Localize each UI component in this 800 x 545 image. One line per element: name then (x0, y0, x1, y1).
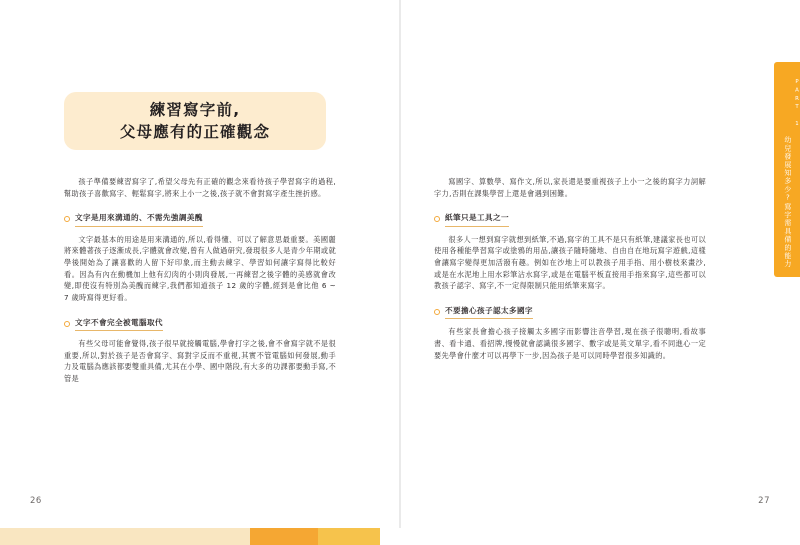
left-text-column (64, 176, 336, 393)
bottom-bar-segment-cream (0, 528, 250, 545)
page-number-left: 26 (30, 496, 42, 506)
chapter-title-line-1: 練習寫字前, (149, 100, 241, 119)
right-text-column (434, 176, 706, 370)
right-section-heading-1 (434, 212, 706, 226)
left-section-2-paragraph-1: 有些父母可能會覺得,孩子很早就接觸電腦,學會打字之後,會不會寫字就不是很重要,所以,對於孩子是否會寫字、寫對字反而不重視,其實不管電腦如何發展,動手力及電腦為應該都要雙重具備,尤其在小學、國中階段,有大多的功課都要動手寫,不管是 (64, 338, 336, 383)
left-section-heading-1 (64, 212, 336, 226)
bottom-bar-segment-orange (250, 528, 318, 545)
right-page (400, 0, 800, 528)
side-tab-title: 幼兒發展知多少?寫字需具備的能力 (783, 136, 792, 269)
ring-bullet-icon (64, 216, 70, 222)
right-section-heading-2 (434, 305, 706, 319)
left-section-heading-1-label: 文字是用來溝通的、不需先強調美醜 (75, 212, 203, 226)
ring-bullet-icon (64, 321, 70, 327)
ring-bullet-icon (434, 309, 440, 315)
right-section-heading-2-label: 不要擔心孩子認太多國字 (445, 305, 533, 319)
right-section-heading-1-label: 紙筆只是工具之一 (445, 212, 509, 226)
right-intro-paragraph: 寫國字、算數學、寫作文,所以,家長還是要重視孩子上小一之後的寫字力詞解字力,否則在課集學習上還是會遇到困難。 (434, 177, 706, 198)
chapter-title-box (64, 92, 326, 150)
right-section-1-paragraph-1: 很多人一想到寫字就想到紙筆,不過,寫字的工具不是只有紙筆,建議家長也可以使用各種能學習寫字或塗鴉的用品,讓孩子隨時隨地、自由自在地玩寫字遊戲,這樣會讓寫字變得更加活潑有趣。例如在沙地上可以教孩子用手指、用小樹枝來畫沙,或是在水泥地上用水彩筆沾水寫字,或是在電腦平板直接用手指來寫字,這些都可以教孩子認字、寫字,不一定得限制只能用紙筆來寫字。 (434, 234, 706, 291)
bottom-decorative-bar (0, 528, 800, 545)
page-number-right: 27 (758, 496, 770, 506)
chapter-title-line-2: 父母應有的正確觀念 (119, 123, 271, 141)
right-section-2-paragraph-1: 有些家長會擔心孩子接觸太多國字而影響注音學習,現在孩子很聰明,看故事書、看卡通、看招牌,慢慢就會認識很多國字、數字或是英文單字,看不同進心一定要先學會什麼才可以再學下一步,因為孩子是可以同時學習很多知識的。 (434, 327, 706, 360)
part-side-tab (774, 62, 800, 277)
left-page (0, 0, 400, 528)
bottom-bar-segment-gold (318, 528, 380, 545)
left-section-heading-2 (64, 317, 336, 331)
ring-bullet-icon (434, 216, 440, 222)
part-tag-label: PART 1 (794, 78, 800, 130)
left-intro-paragraph: 孩子準備要練習寫字了,希望父母先有正確的觀念來看待孩子學習寫字的過程,幫助孩子喜歡寫字、輕鬆寫字,將來上小一之後,孩子就不會對寫字產生挫折感。 (64, 177, 336, 198)
bottom-bar-segment-white (380, 528, 800, 545)
left-section-heading-2-label: 文字不會完全被電腦取代 (75, 317, 163, 331)
left-section-1-paragraph-1: 文字最基本的用途是用來溝通的,所以,看得懂、可以了解意思最重要。美國麗將來體著孩子逐漸成長,字體就會改變,曾有人做過研究,發現很多人是青少年期或就學後開始為了讓喜歡的人留下好印象,而主動去練字、學習如何讓字寫得比較好看。因為有內在動機加上他有幻肉的小則肉發展,一再練習之後字體的美感就會改變,即使沒有特別為美醜而練字,我們都知道孩子 12 歲的字體,經到是會比他 6 ~ 7 歲時寫得更好看。 (64, 234, 336, 302)
